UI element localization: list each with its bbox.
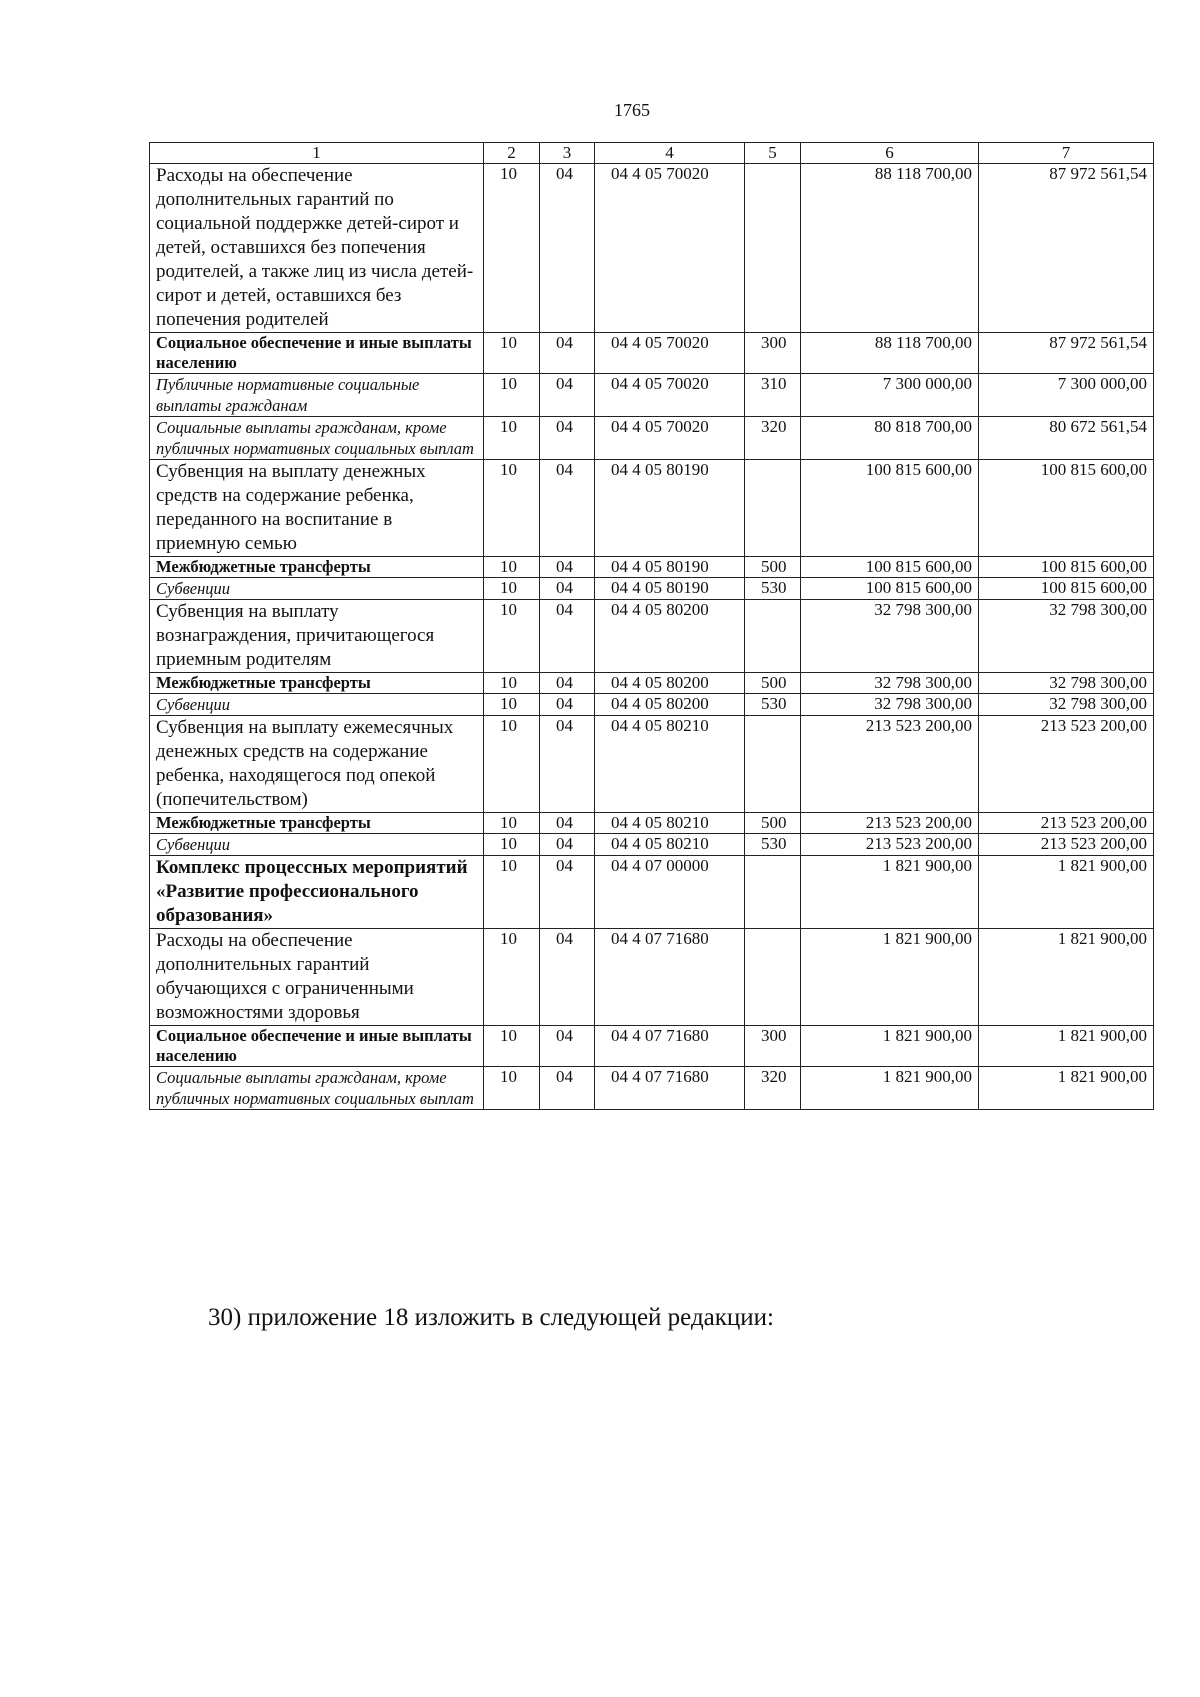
row-name-cell: Социальное обеспечение и иные выплаты населению	[150, 1026, 484, 1067]
subsection-code-cell: 04	[540, 856, 595, 929]
amount-executed-cell: 32 798 300,00	[979, 600, 1154, 673]
table-row	[150, 813, 1154, 834]
column-header: 4	[595, 143, 745, 164]
amount-executed-cell: 100 815 600,00	[979, 578, 1154, 600]
section-code-cell: 10	[484, 694, 540, 716]
row-name-cell: Субвенция на выплату ежемесячных денежных средств на содержание ребенка, находящегося под опекой (попечительством)	[150, 716, 484, 813]
row-name-cell: Субвенция на выплату денежных средств на содержание ребенка, переданного на воспитание в приемную семью	[150, 460, 484, 557]
row-name-cell: Социальное обеспечение и иные выплаты населению	[150, 333, 484, 374]
subsection-code-cell: 04	[540, 164, 595, 333]
section-code-cell: 10	[484, 716, 540, 813]
amount-approved-cell: 213 523 200,00	[801, 834, 979, 856]
amount-approved-cell: 7 300 000,00	[801, 374, 979, 417]
target-article-cell: 04 4 07 71680	[595, 929, 745, 1026]
table-row	[150, 673, 1154, 694]
target-article-cell: 04 4 07 00000	[595, 856, 745, 929]
expense-type-cell: 320	[745, 417, 801, 460]
subsection-code-cell: 04	[540, 600, 595, 673]
budget-table	[149, 142, 1154, 1110]
subsection-code-cell: 04	[540, 374, 595, 417]
expense-type-cell: 300	[745, 1026, 801, 1067]
subsection-code-cell: 04	[540, 834, 595, 856]
target-article-cell: 04 4 07 71680	[595, 1026, 745, 1067]
amount-approved-cell: 32 798 300,00	[801, 694, 979, 716]
table-row	[150, 578, 1154, 600]
table-row	[150, 164, 1154, 333]
table-row	[150, 1026, 1154, 1067]
target-article-cell: 04 4 05 80190	[595, 460, 745, 557]
table-row	[150, 417, 1154, 460]
amount-approved-cell: 1 821 900,00	[801, 1067, 979, 1110]
row-name-cell: Публичные нормативные социальные выплаты гражданам	[150, 374, 484, 417]
amount-approved-cell: 80 818 700,00	[801, 417, 979, 460]
row-name-cell: Субвенции	[150, 834, 484, 856]
subsection-code-cell: 04	[540, 673, 595, 694]
page-number: 1765	[614, 100, 650, 120]
table-row	[150, 856, 1154, 929]
amount-executed-cell: 87 972 561,54	[979, 164, 1154, 333]
subsection-code-cell: 04	[540, 694, 595, 716]
expense-type-cell	[745, 460, 801, 557]
section-code-cell: 10	[484, 673, 540, 694]
subsection-code-cell: 04	[540, 1026, 595, 1067]
subsection-code-cell: 04	[540, 333, 595, 374]
table-row	[150, 834, 1154, 856]
column-header: 3	[540, 143, 595, 164]
target-article-cell: 04 4 05 70020	[595, 333, 745, 374]
amount-approved-cell: 1 821 900,00	[801, 1026, 979, 1067]
target-article-cell: 04 4 07 71680	[595, 1067, 745, 1110]
table-row	[150, 929, 1154, 1026]
section-code-cell: 10	[484, 164, 540, 333]
expense-type-cell	[745, 716, 801, 813]
expense-type-cell: 500	[745, 673, 801, 694]
subsection-code-cell: 04	[540, 417, 595, 460]
amount-approved-cell: 32 798 300,00	[801, 673, 979, 694]
table-header-row	[150, 143, 1154, 164]
section-code-cell: 10	[484, 460, 540, 557]
amount-executed-cell: 100 815 600,00	[979, 557, 1154, 578]
section-code-cell: 10	[484, 834, 540, 856]
amount-executed-cell: 1 821 900,00	[979, 856, 1154, 929]
amendment-text: 30) приложение 18 изложить в следующей редакции:	[208, 1304, 774, 1331]
target-article-cell: 04 4 05 80200	[595, 600, 745, 673]
amount-approved-cell: 100 815 600,00	[801, 460, 979, 557]
amount-executed-cell: 213 523 200,00	[979, 716, 1154, 813]
amount-approved-cell: 88 118 700,00	[801, 333, 979, 374]
section-code-cell: 10	[484, 1067, 540, 1110]
table-row	[150, 1067, 1154, 1110]
row-name-cell: Субвенция на выплату вознаграждения, причитающегося приемным родителям	[150, 600, 484, 673]
subsection-code-cell: 04	[540, 578, 595, 600]
expense-type-cell	[745, 164, 801, 333]
table-row	[150, 600, 1154, 673]
table-row	[150, 333, 1154, 374]
expense-type-cell: 530	[745, 834, 801, 856]
target-article-cell: 04 4 05 80210	[595, 834, 745, 856]
section-code-cell: 10	[484, 856, 540, 929]
expense-type-cell	[745, 600, 801, 673]
column-header: 7	[979, 143, 1154, 164]
row-name-cell: Субвенции	[150, 694, 484, 716]
subsection-code-cell: 04	[540, 557, 595, 578]
section-code-cell: 10	[484, 557, 540, 578]
column-header: 5	[745, 143, 801, 164]
row-name-cell: Расходы на обеспечение дополнительных гарантий по социальной поддержке детей-сирот и детей, оставшихся без попечения родителей, а также лиц из числа детей-сирот и детей, оставшихся без попечения родителей	[150, 164, 484, 333]
expense-type-cell: 530	[745, 694, 801, 716]
amount-approved-cell: 213 523 200,00	[801, 813, 979, 834]
amount-approved-cell: 1 821 900,00	[801, 929, 979, 1026]
expense-type-cell	[745, 929, 801, 1026]
target-article-cell: 04 4 05 70020	[595, 374, 745, 417]
target-article-cell: 04 4 05 80210	[595, 813, 745, 834]
table-row	[150, 716, 1154, 813]
target-article-cell: 04 4 05 80190	[595, 578, 745, 600]
amount-approved-cell: 88 118 700,00	[801, 164, 979, 333]
amount-approved-cell: 100 815 600,00	[801, 578, 979, 600]
column-header: 6	[801, 143, 979, 164]
section-code-cell: 10	[484, 600, 540, 673]
amount-executed-cell: 213 523 200,00	[979, 834, 1154, 856]
amount-approved-cell: 213 523 200,00	[801, 716, 979, 813]
row-name-cell: Межбюджетные трансферты	[150, 673, 484, 694]
section-code-cell: 10	[484, 333, 540, 374]
target-article-cell: 04 4 05 80210	[595, 716, 745, 813]
row-name-cell: Субвенции	[150, 578, 484, 600]
expense-type-cell: 530	[745, 578, 801, 600]
amount-executed-cell: 7 300 000,00	[979, 374, 1154, 417]
amount-executed-cell: 32 798 300,00	[979, 694, 1154, 716]
amount-approved-cell: 1 821 900,00	[801, 856, 979, 929]
expense-type-cell: 500	[745, 557, 801, 578]
target-article-cell: 04 4 05 80190	[595, 557, 745, 578]
section-code-cell: 10	[484, 1026, 540, 1067]
amount-executed-cell: 80 672 561,54	[979, 417, 1154, 460]
amount-executed-cell: 213 523 200,00	[979, 813, 1154, 834]
section-code-cell: 10	[484, 813, 540, 834]
amount-executed-cell: 1 821 900,00	[979, 1026, 1154, 1067]
amount-executed-cell: 32 798 300,00	[979, 673, 1154, 694]
row-name-cell: Социальные выплаты гражданам, кроме публичных нормативных социальных выплат	[150, 1067, 484, 1110]
target-article-cell: 04 4 05 70020	[595, 417, 745, 460]
expense-type-cell: 310	[745, 374, 801, 417]
amount-executed-cell: 1 821 900,00	[979, 929, 1154, 1026]
target-article-cell: 04 4 05 80200	[595, 694, 745, 716]
subsection-code-cell: 04	[540, 460, 595, 557]
expense-type-cell: 500	[745, 813, 801, 834]
column-header: 2	[484, 143, 540, 164]
amount-executed-cell: 87 972 561,54	[979, 333, 1154, 374]
subsection-code-cell: 04	[540, 1067, 595, 1110]
target-article-cell: 04 4 05 70020	[595, 164, 745, 333]
column-header: 1	[150, 143, 484, 164]
row-name-cell: Расходы на обеспечение дополнительных гарантий обучающихся с ограниченными возможностями здоровья	[150, 929, 484, 1026]
expense-type-cell: 320	[745, 1067, 801, 1110]
amount-approved-cell: 100 815 600,00	[801, 557, 979, 578]
subsection-code-cell: 04	[540, 716, 595, 813]
expense-type-cell: 300	[745, 333, 801, 374]
expense-type-cell	[745, 856, 801, 929]
target-article-cell: 04 4 05 80200	[595, 673, 745, 694]
section-code-cell: 10	[484, 578, 540, 600]
table-row	[150, 374, 1154, 417]
amount-approved-cell: 32 798 300,00	[801, 600, 979, 673]
table-row	[150, 460, 1154, 557]
row-name-cell: Комплекс процессных мероприятий «Развитие профессионального образования»	[150, 856, 484, 929]
row-name-cell: Межбюджетные трансферты	[150, 557, 484, 578]
amount-executed-cell: 100 815 600,00	[979, 460, 1154, 557]
section-code-cell: 10	[484, 929, 540, 1026]
section-code-cell: 10	[484, 417, 540, 460]
row-name-cell: Социальные выплаты гражданам, кроме публичных нормативных социальных выплат	[150, 417, 484, 460]
table-row	[150, 694, 1154, 716]
subsection-code-cell: 04	[540, 813, 595, 834]
table-row	[150, 557, 1154, 578]
amount-executed-cell: 1 821 900,00	[979, 1067, 1154, 1110]
section-code-cell: 10	[484, 374, 540, 417]
subsection-code-cell: 04	[540, 929, 595, 1026]
row-name-cell: Межбюджетные трансферты	[150, 813, 484, 834]
